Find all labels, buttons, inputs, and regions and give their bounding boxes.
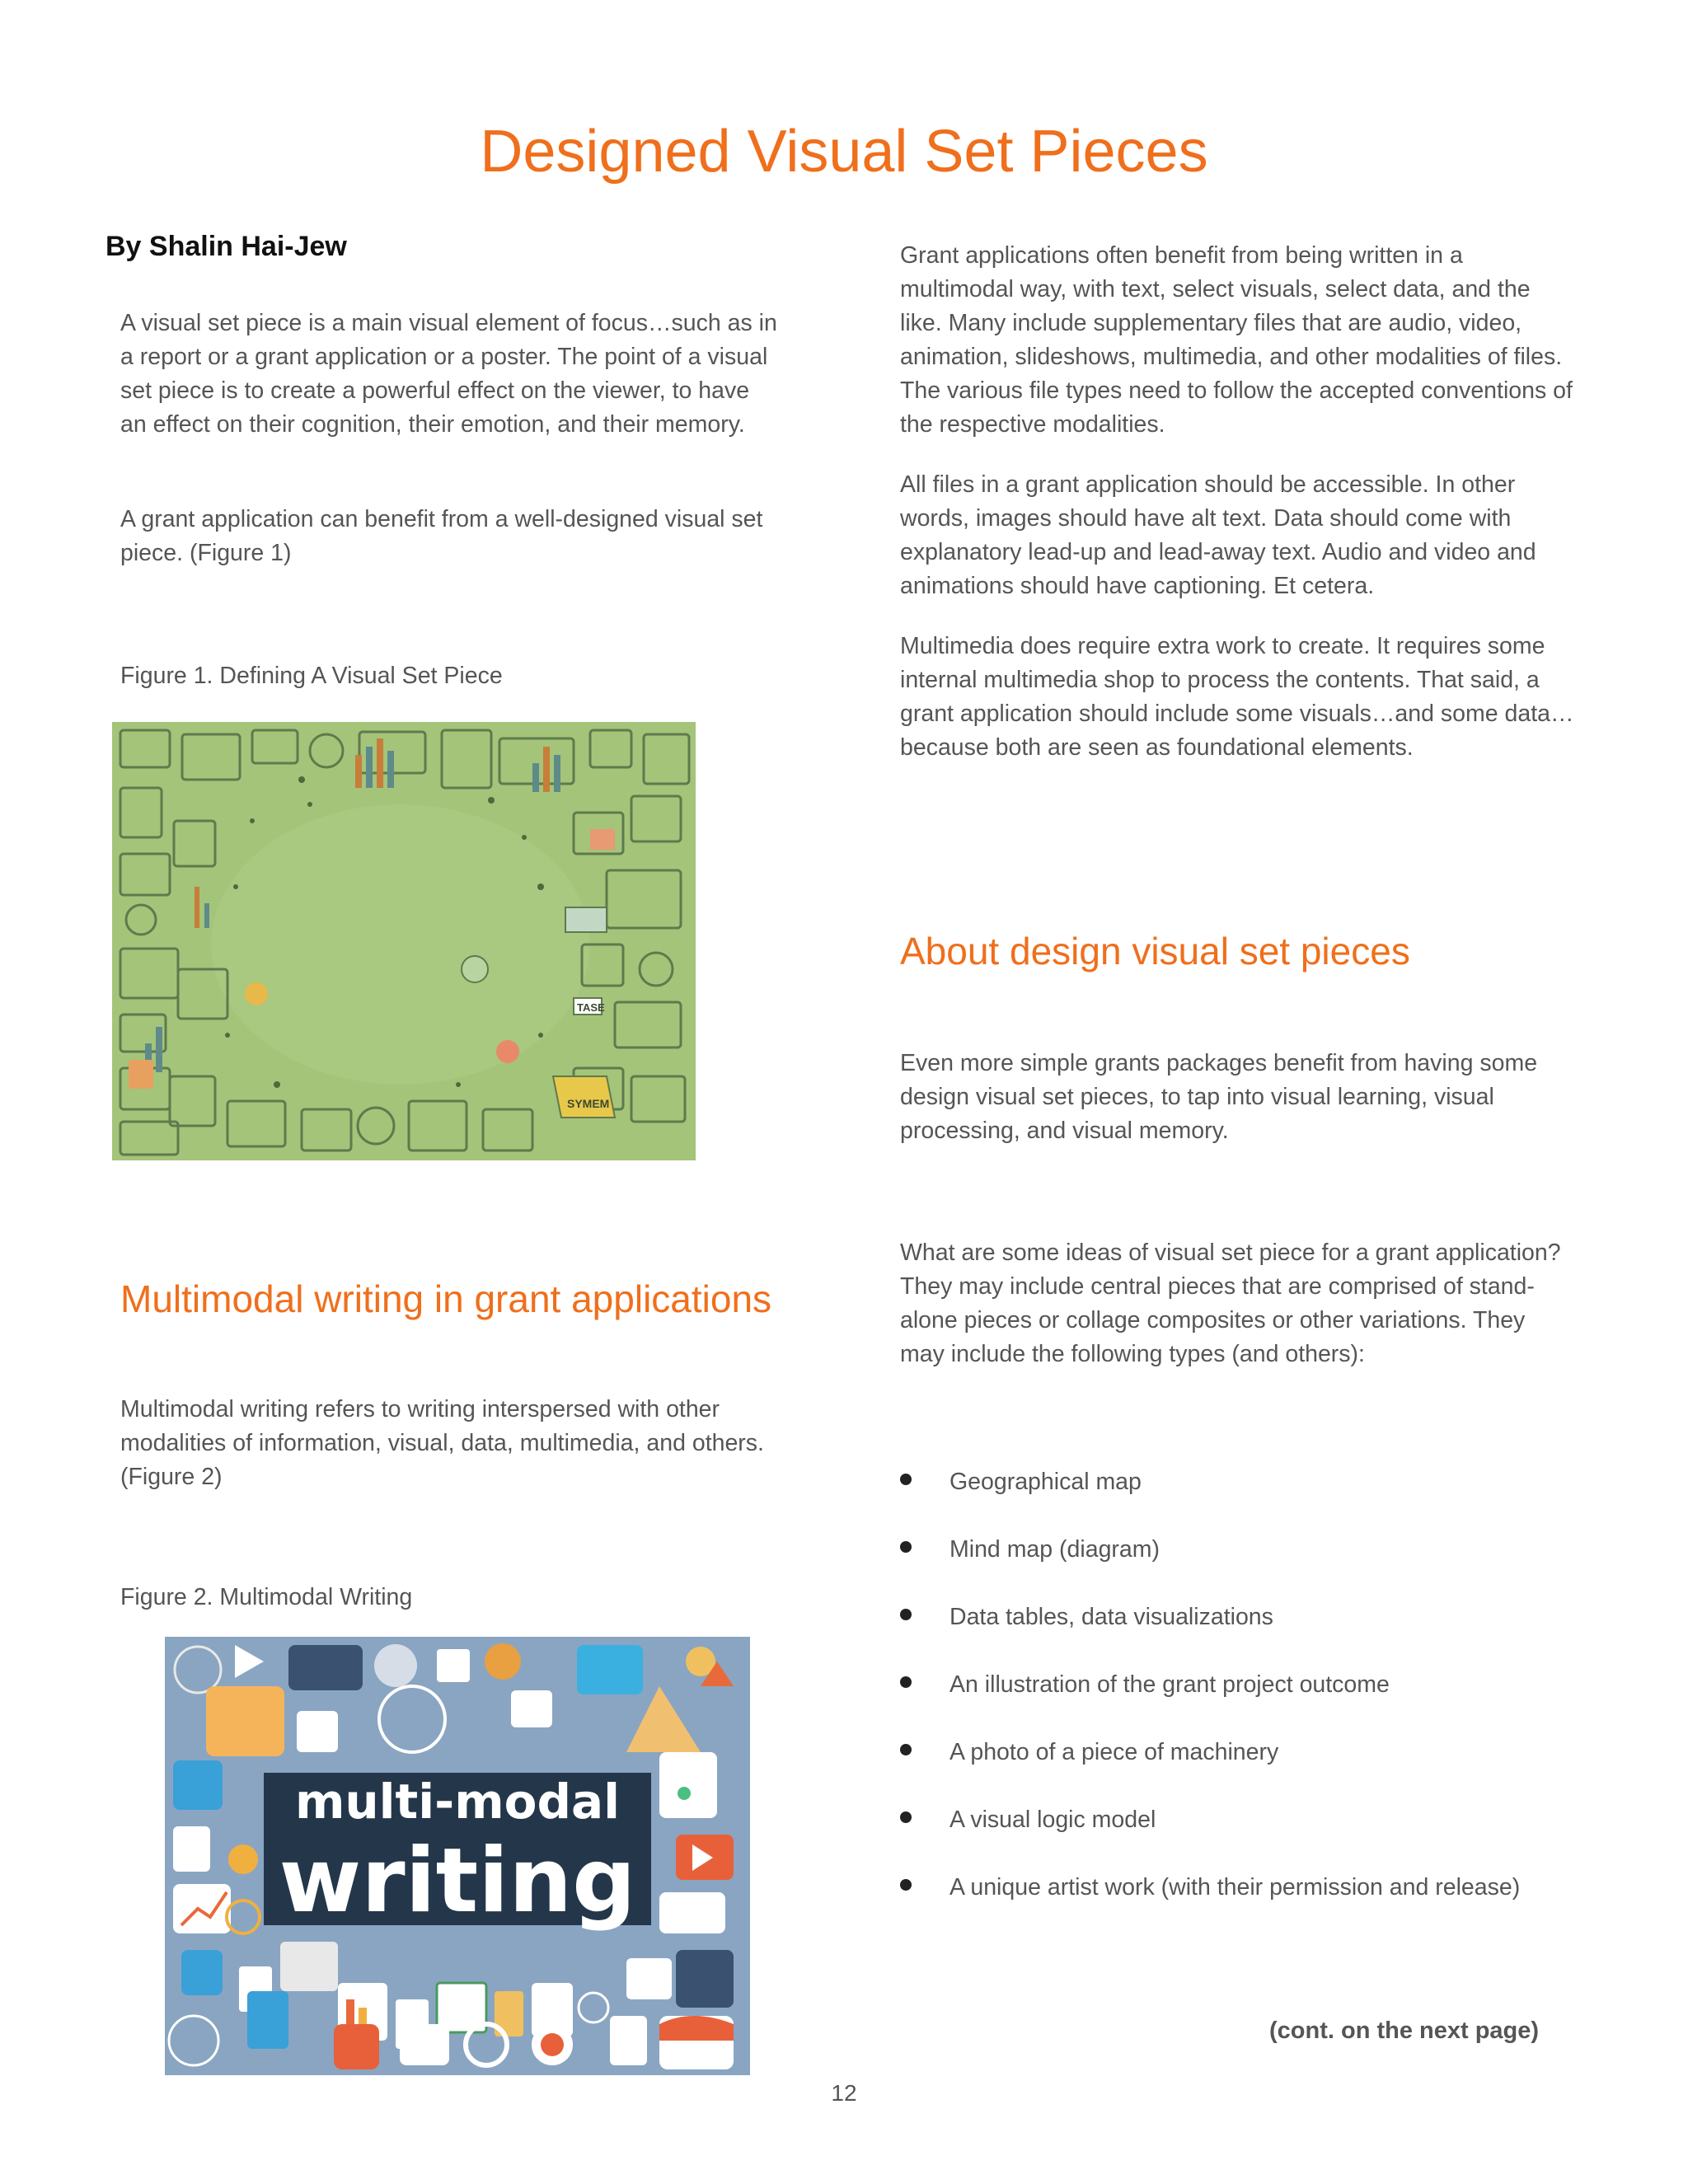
visual-set-piece-types-list bbox=[900, 1465, 1609, 1938]
intro-paragraph-2: A grant application can benefit from a well-designed visual set piece. (Figure 1) bbox=[120, 506, 763, 566]
bullet-icon bbox=[900, 1744, 912, 1755]
section-heading-multimodal: Multimodal writing in grant applications bbox=[120, 1277, 772, 1320]
figure-2-caption: Figure 2. Multimodal Writing bbox=[120, 1584, 413, 1610]
multimedia-icon-collage-icon bbox=[165, 1637, 750, 2075]
bullet-icon bbox=[900, 1676, 912, 1688]
infographic-icon-collage-icon bbox=[112, 722, 696, 1160]
svg-text:TASE: TASE bbox=[577, 1001, 605, 1014]
page-number: 12 bbox=[831, 2080, 857, 2106]
intro-paragraph-1: A visual set piece is a main visual element of focus…such as in a report or a grant application or a poster. The point of a visual set piece is to create a powerful effect on the viewer, to have an effect on their cognition, their emotion, and their memory. bbox=[120, 310, 777, 438]
right-paragraph-3: Multimedia does require extra work to create. It requires some internal multimedia shop to process the contents. That said, a grant application should include some visuals…and some data…because both are seen as foundational elements. bbox=[900, 633, 1574, 761]
bullet-icon bbox=[900, 1541, 912, 1553]
bullet-icon bbox=[900, 1474, 912, 1485]
list-item: Mind map (diagram) bbox=[900, 1533, 1609, 1601]
figure-1-caption: Figure 1. Defining A Visual Set Piece bbox=[120, 663, 503, 689]
list-item: A unique artist work (with their permission and release) bbox=[900, 1871, 1609, 1938]
right-paragraph-5: What are some ideas of visual set piece for a grant application? They may include central pieces that are comprised of stand-alone pieces or collage composites or other variations. They may include the following types (and others): bbox=[900, 1240, 1561, 1367]
list-item: An illustration of the grant project outcome bbox=[900, 1668, 1609, 1736]
list-item: Data tables, data visualizations bbox=[900, 1601, 1609, 1668]
bullet-icon bbox=[900, 1879, 912, 1891]
bullet-icon bbox=[900, 1609, 912, 1620]
multimodal-paragraph: Multimodal writing refers to writing interspersed with other modalities of information, visual, data, multimedia, and others. (Figure 2) bbox=[120, 1396, 764, 1490]
list-item: Geographical map bbox=[900, 1465, 1609, 1533]
svg-text:writing: writing bbox=[279, 1830, 636, 1933]
page-title: Designed Visual Set Pieces bbox=[480, 119, 1208, 185]
figure-1-image bbox=[112, 722, 696, 1160]
right-paragraph-1: Grant applications often benefit from being written in a multimodal way, with text, select visuals, select data, and the like. Many include supplementary files that are audio, video, animation, slideshows, multimedia, and other modalities of files. The various file types need to follow the accepted conventions of the respective modalities. bbox=[900, 242, 1573, 438]
section-heading-about: About design visual set pieces bbox=[900, 930, 1410, 972]
list-item: A photo of a piece of machinery bbox=[900, 1736, 1609, 1803]
continued-note: (cont. on the next page) bbox=[1269, 2018, 1540, 2044]
svg-text:SYMEM: SYMEM bbox=[567, 1097, 610, 1110]
right-paragraph-2: All files in a grant application should be accessible. In other words, images should have alt text. Data should come with explanatory lead-up and lead-away text. Audio and video and animations should have captioning. Et cetera. bbox=[900, 471, 1536, 599]
figure-2-image bbox=[165, 1637, 750, 2075]
byline: By Shalin Hai-Jew bbox=[106, 231, 347, 262]
svg-text:multi-modal: multi-modal bbox=[294, 1774, 621, 1830]
right-paragraph-4: Even more simple grants packages benefit from having some design visual set pieces, to tap into visual learning, visual processing, and visual memory. bbox=[900, 1050, 1538, 1144]
list-item: A visual logic model bbox=[900, 1803, 1609, 1871]
bullet-icon bbox=[900, 1811, 912, 1823]
